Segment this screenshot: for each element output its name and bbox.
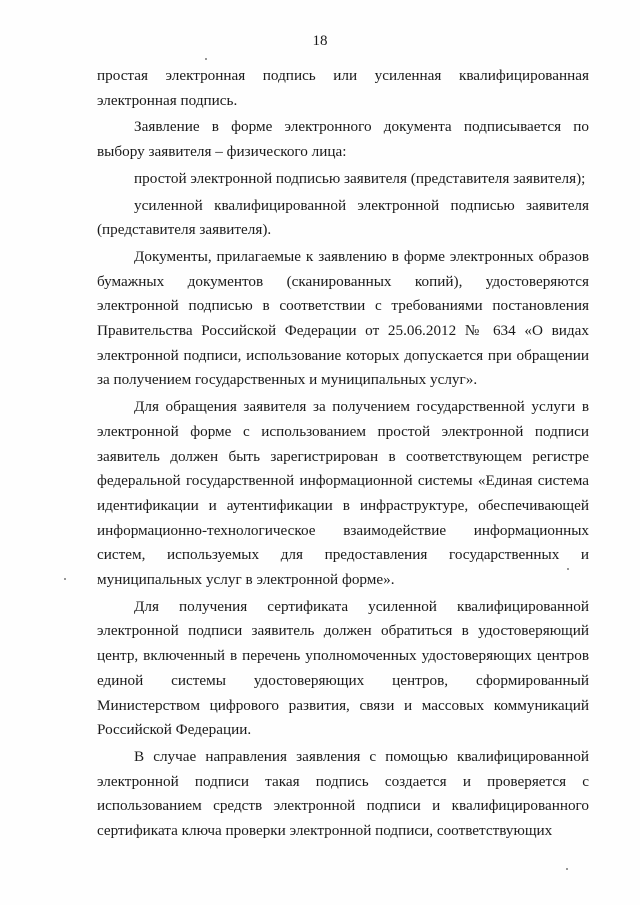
paragraph-7: Для получения сертификата усиленной квалифицированной электронной подписи заявитель должен обратиться в удостоверяющий центр, включенный в перечень уполномоченных удостоверяющих центров единой системы удостоверяющих центров, сформированный Министерством цифрового развития, связи и массовых коммуникаций Российской Федерации. (97, 597, 589, 739)
scan-speck (567, 568, 569, 570)
paragraph-2: Заявление в форме электронного документа подписывается по выбору заявителя – физического лица: (97, 118, 589, 161)
page-number: 18 (312, 33, 328, 49)
paragraph-3: простой электронной подписью заявителя (представителя заявителя); (134, 169, 586, 187)
scan-speck (205, 58, 207, 60)
paragraph-8: В случае направления заявления с помощью квалифицированной электронной подписи такая подпись создается и проверяется с использованием средств электронной подписи и квалифицированного сертификата ключа проверки электронной подписи, соответствующих (97, 747, 589, 840)
paragraph-6: Для обращения заявителя за получением государственной услуги в электронной форме с использованием простой электронной подписи заявитель должен быть зарегистрирован в соответствующем регистре федеральной государственной информационной системы «Единая система идентификации и аутентификации в инфраструктуре, обеспечивающей информационно-технологическое взаимодействие информационных систем, используемых для предоставления государственных и муниципальных услуг в электронной форме». (97, 398, 589, 589)
paragraph-5: Документы, прилагаемые к заявлению в форме электронных образов бумажных документов (сканированных копий), удостоверяются электронной подписью в соответствии с требованиями постановления Правительства Российской Федерации от 25.06.2012 № 634 «О видах электронной подписи, использование которых допускается при обращении за получением государственных и муниципальных услуг». (97, 247, 589, 389)
paragraph-1: простая электронная подпись или усиленная квалифицированная электронная подпись. (97, 67, 589, 109)
scan-speck (64, 578, 66, 580)
document-body (97, 64, 589, 846)
paragraph-4: усиленной квалифицированной электронной подписью заявителя (представителя заявителя). (97, 196, 589, 239)
scan-speck (566, 868, 568, 870)
